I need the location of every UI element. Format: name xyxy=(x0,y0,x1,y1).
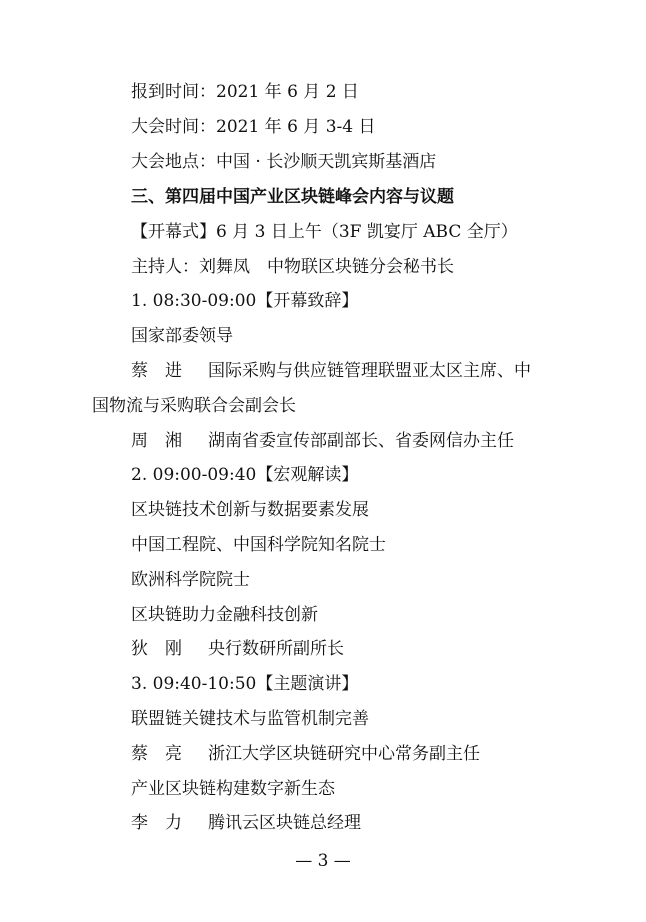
speaker-title: 国际采购与供应链管理联盟亚太区主席、中 xyxy=(208,361,531,381)
speaker-name: 周 湘 xyxy=(131,431,182,451)
speaker-title-continued: 国物流与采购联合会副会长 xyxy=(92,396,296,416)
agenda-text: 产业区块链构建数字新生态 xyxy=(131,779,335,799)
agenda-text: 联盟链关键技术与监管机制完善 xyxy=(131,709,369,729)
registration-time: 报到时间：2021 年 6 月 2 日 xyxy=(131,82,359,102)
speaker-title: 浙江大学区块链研究中心常务副主任 xyxy=(208,744,480,764)
speaker-line xyxy=(0,811,646,835)
speaker-name: 蔡 进 xyxy=(131,361,182,381)
agenda-item-2: 2. 09:00-09:40【宏观解读】 xyxy=(131,465,359,485)
speaker-line xyxy=(0,359,646,383)
agenda-item-3: 3. 09:40-10:50【主题演讲】 xyxy=(131,674,359,694)
agenda-text: 区块链助力金融科技创新 xyxy=(131,605,318,625)
section-heading: 三、第四届中国产业区块链峰会内容与议题 xyxy=(131,187,454,207)
agenda-text: 中国工程院、中国科学院知名院士 xyxy=(131,535,386,555)
host-line: 主持人：刘舞凤 中物联区块链分会秘书长 xyxy=(131,257,454,277)
speaker-name: 蔡 亮 xyxy=(131,744,182,764)
speaker-name: 李 力 xyxy=(131,813,182,833)
conference-venue: 大会地点：中国 · 长沙顺天凯宾斯基酒店 xyxy=(131,152,437,172)
agenda-text: 区块链技术创新与数据要素发展 xyxy=(131,500,369,520)
speaker-name: 狄 刚 xyxy=(131,639,182,659)
conference-time: 大会时间：2021 年 6 月 3-4 日 xyxy=(131,117,376,137)
speaker-line xyxy=(0,637,646,661)
agenda-item-1: 1. 08:30-09:00【开幕致辞】 xyxy=(131,291,359,311)
agenda-text: 欧洲科学院院士 xyxy=(131,570,250,590)
agenda-text: 国家部委领导 xyxy=(131,326,233,346)
page-number: — 3 — xyxy=(295,851,351,871)
opening-session: 【开幕式】6 月 3 日上午（3F 凯宴厅 ABC 全厅） xyxy=(131,222,518,242)
speaker-title: 湖南省委宣传部副部长、省委网信办主任 xyxy=(208,431,514,451)
speaker-title: 腾讯云区块链总经理 xyxy=(208,813,361,833)
speaker-title: 央行数研所副所长 xyxy=(208,639,344,659)
speaker-line xyxy=(0,742,646,766)
speaker-line xyxy=(0,429,646,453)
